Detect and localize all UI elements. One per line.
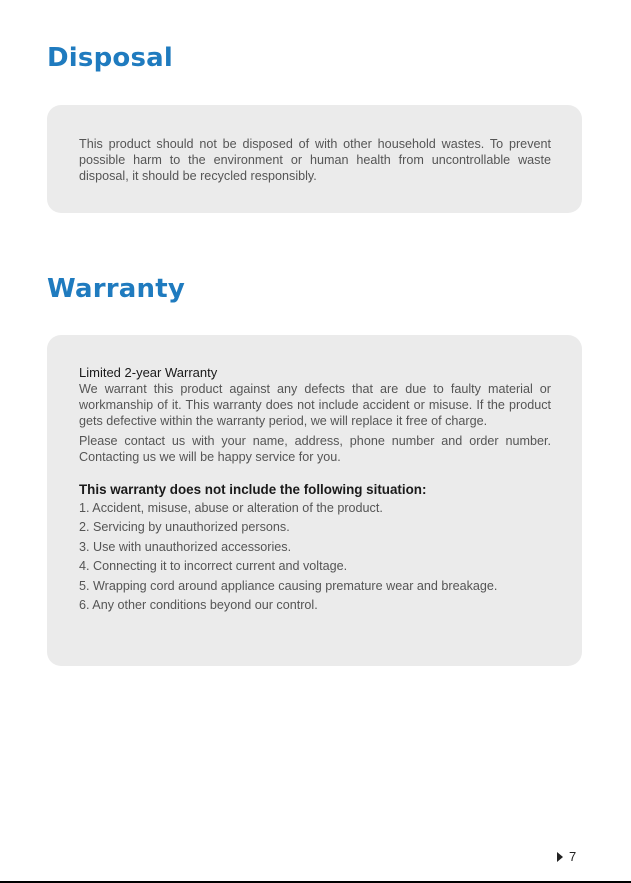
page-number-text: 7 — [569, 849, 577, 864]
exclusion-item: 6. Any other conditions beyond our control. — [79, 598, 318, 613]
warranty-body: We warrant this product against any defects that are due to faulty material or workmanship of it. This warranty does not include accident or misuse. If the product gets defective within the warranty period, we will replace it free of charge. — [79, 382, 551, 429]
exclusion-item: 5. Wrapping cord around appliance causing premature wear and breakage. — [79, 578, 498, 593]
exclusions-heading: This warranty does not include the following situation: — [79, 482, 427, 498]
warranty-panel — [47, 335, 582, 666]
exclusion-item: 1. Accident, misuse, abuse or alteration of the product. — [79, 501, 383, 516]
disposal-panel — [47, 105, 582, 213]
warranty-contact: Please contact us with your name, address, phone number and order number. Contacting us we will be happy service for you. — [79, 433, 551, 464]
disposal-title: Disposal — [47, 43, 173, 73]
triangle-right-icon — [557, 852, 563, 862]
exclusions-list — [79, 499, 551, 615]
exclusion-item: 3. Use with unauthorized accessories. — [79, 539, 292, 554]
disposal-text: This product should not be disposed of with other household wastes. To prevent possible harm to the environment or human health from uncontrollable waste disposal, it should be recycled responsibly. — [79, 137, 551, 184]
exclusion-item: 4. Connecting it to incorrect current and voltage. — [79, 559, 348, 574]
page-number — [557, 849, 576, 864]
warranty-subtitle: Limited 2-year Warranty — [79, 365, 218, 380]
exclusion-item: 2. Servicing by unauthorized persons. — [79, 520, 290, 535]
warranty-title: Warranty — [47, 274, 185, 304]
